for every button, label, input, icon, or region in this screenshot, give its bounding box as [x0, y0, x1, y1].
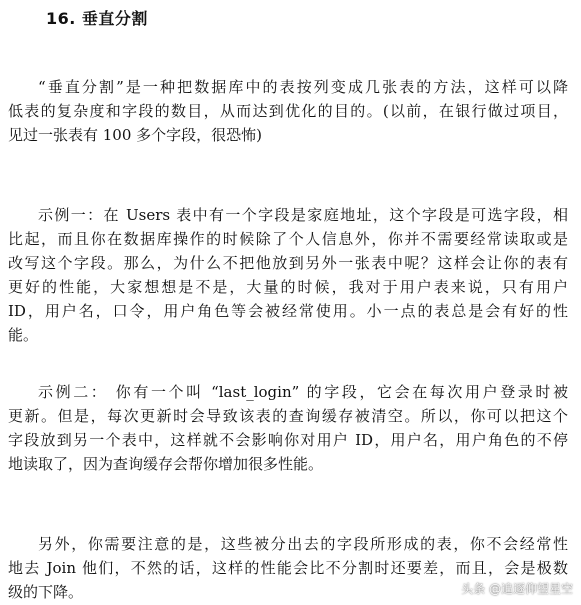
paragraph-line: 字段放到另一个表中，这样就不会影响你对用户 ID，用户名，用户角色的不停	[8, 431, 568, 449]
paragraph-line: 地读取了，因为查询缓存会帮你增加很多性能。	[8, 455, 324, 473]
watermark	[461, 580, 573, 597]
paragraph-line: 能。	[8, 326, 39, 344]
paragraph-line: 级的下降。	[8, 583, 84, 601]
paragraph-line: 比起，而且你在数据库操作的时候除了个人信息外，你并不需要经常读取或是	[8, 230, 568, 248]
section-heading: 16. 垂直分割	[46, 9, 148, 28]
paragraph-line: 地去 Join 他们，不然的话，这样的性能会比不分割时还要差，而且，会是极数	[8, 559, 568, 577]
paragraph-example-two	[8, 380, 568, 476]
paragraph-intro	[8, 75, 568, 147]
paragraph-line: 示例二： 你有一个叫 “last_login” 的字段，它会在每次用户登录时被	[38, 383, 568, 401]
paragraph-example-one	[8, 203, 568, 347]
paragraph-line: 更新。但是，每次更新时会导致该表的查询缓存被清空。所以，你可以把这个	[8, 407, 568, 425]
paragraph-line: “垂直分割”是一种把数据库中的表按列变成几张表的方法，这样可以降	[38, 78, 568, 96]
paragraph-line: 改写这个字段。那么，为什么不把他放到另外一张表中呢？这样会让你的表有	[8, 254, 568, 272]
paragraph-line: 低表的复杂度和字段的数目，从而达到优化的目的。(以前，在银行做过项目，	[8, 102, 568, 120]
paragraph-line: ID，用户名，口令，用户角色等会被经常使用。小一点的表总是会有好的性	[8, 302, 568, 320]
watermark-text: 头条 @追逐仰望星空	[461, 582, 573, 596]
paragraph-line: 见过一张表有 100 多个字段，很恐怖)	[8, 126, 263, 144]
paragraph-line: 更好的性能，大家想想是不是，大量的时候，我对于用户表来说，只有用户	[8, 278, 568, 296]
paragraph-line: 示例一：在 Users 表中有一个字段是家庭地址，这个字段是可选字段，相	[38, 206, 568, 224]
paragraph-line: 另外，你需要注意的是，这些被分出去的字段所形成的表，你不会经常性	[38, 535, 568, 553]
